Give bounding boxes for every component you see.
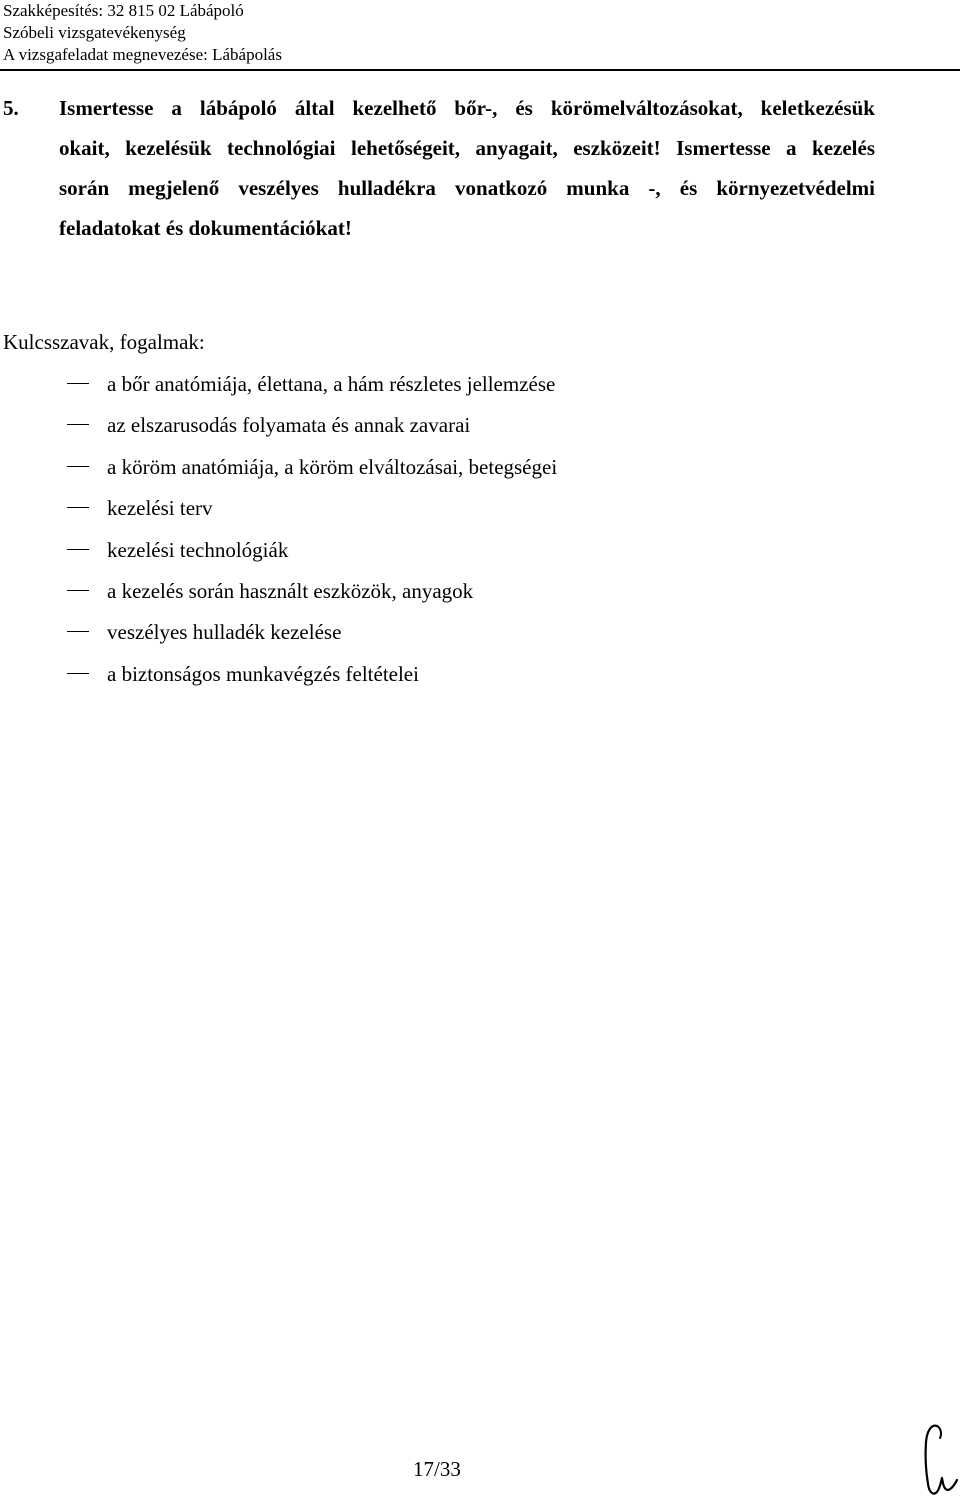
dash-bullet-icon	[67, 507, 89, 508]
page-number: 17/33	[413, 1457, 461, 1481]
header-qualification: Szakképesítés: 32 815 02 Lábápoló	[3, 1, 244, 20]
keyword-text: a bőr anatómiája, élettana, a hám részletes jellemzése	[107, 372, 556, 396]
dash-bullet-icon	[67, 631, 89, 632]
document-header	[3, 0, 282, 66]
header-divider	[0, 69, 960, 71]
dash-bullet-icon	[67, 466, 89, 467]
keyword-text: veszélyes hulladék kezelése	[107, 620, 342, 645]
dash-bullet-icon	[67, 549, 89, 550]
keyword-text: a biztonságos munkavégzés feltételei	[107, 661, 419, 686]
question-line: Ismertesse a lábápoló által kezelhető bőr-, és körömelváltozásokat, keletkezésük	[59, 96, 875, 120]
question-number: 5.	[3, 96, 19, 120]
keyword-text: kezelési technológiák	[107, 537, 289, 562]
keyword-text: kezelési terv	[107, 496, 213, 521]
handwritten-initials-signature	[915, 1420, 960, 1500]
dash-bullet-icon	[67, 590, 89, 591]
dash-bullet-icon	[67, 673, 89, 674]
question-text	[59, 88, 875, 248]
header-task-name: A vizsgafeladat megnevezése: Lábápolás	[3, 45, 282, 64]
header-exam-activity: Szóbeli vizsgatevékenység	[3, 23, 186, 42]
keyword-text: az elszarusodás folyamata és annak zavarai	[107, 413, 471, 438]
keywords-heading: Kulcsszavak, fogalmak:	[3, 330, 205, 354]
question-line: során megjelenő veszélyes hulladékra vonatkozó munka -, és környezetvédelmi	[59, 176, 875, 200]
question-line: okait, kezelésük technológiai lehetőségeit, anyagait, eszközeit! Ismertesse a kezelés	[59, 136, 875, 160]
question-line: feladatokat és dokumentációkat!	[59, 216, 352, 240]
dash-bullet-icon	[67, 383, 89, 384]
dash-bullet-icon	[67, 424, 89, 425]
keyword-text: a köröm anatómiája, a köröm elváltozásai, betegségei	[107, 454, 558, 479]
keyword-text: a kezelés során használt eszközök, anyagok	[107, 578, 474, 603]
